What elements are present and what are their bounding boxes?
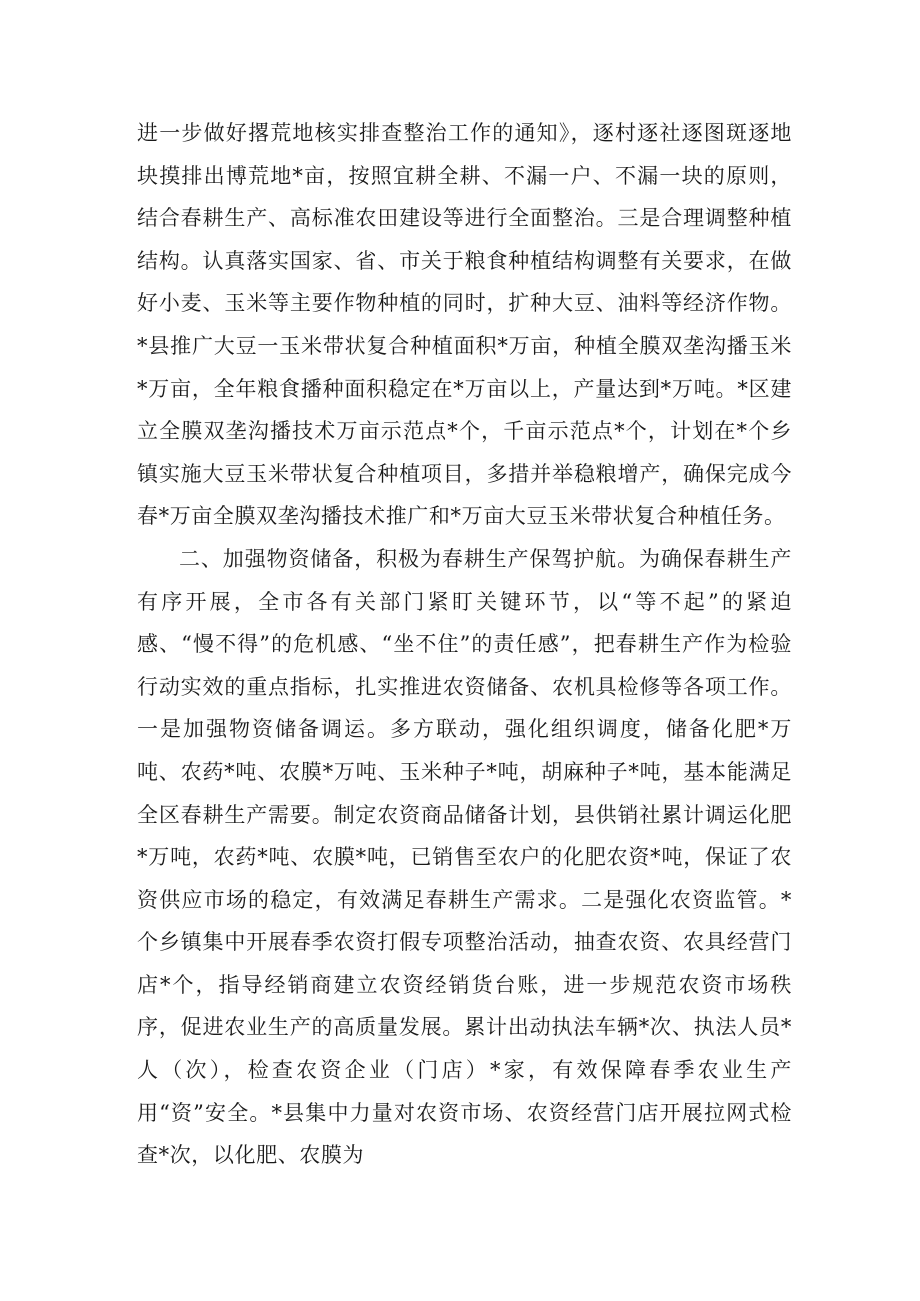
paragraph-section-two: 二、加强物资储备，积极为春耕生产保驾护航。为确保春耕生产有序开展，全市各有关部门紧盯关键环节，以“等不起”的紧迫感、“慢不得”的危机感、“坐不住”的责任感”，把春耕生产作为检验行动实效的重点指标，扎实推进农资储备、农机具检修等各项工作。一是加强物资储备调运。多方联动，强化组织调度，储备化肥*万吨、农药*吨、农膜*万吨、玉米种子*吨，胡麻种子*吨，基本能满足全区春耕生产需要。制定农资商品储备计划，县供销社累计调运化肥*万吨，农药*吨、农膜*吨，已销售至农户的化肥农资*吨，保证了农资供应市场的稳定，有效满足春耕生产需求。二是强化农资监管。*个乡镇集中开展春季农资打假专项整治活动，抽查农资、农具经营门店*个，指导经销商建立农资经销货台账，进一步规范农资市场秩序，促进农业生产的高质量发展。累计出动执法车辆*次、执法人员*人（次），检查农资企业（门店）*家，有效保障春季农业生产用“资”安全。*县集中力量对农资市场、农资经营门店开展拉网式检查*次，以化肥、农膜为 — [137, 546, 792, 1168]
document-body — [137, 112, 792, 1177]
paragraph-continuation: 进一步做好撂荒地核实排查整治工作的通知》，逐村逐社逐图斑逐地块摸排出博荒地*亩，按照宜耕全耕、不漏一户、不漏一块的原则，结合春耕生产、高标准农田建设等进行全面整治。三是合理调整种植结构。认真落实国家、省、市关于粮食种植结构调整有关要求，在做好小麦、玉米等主要作物种植的同时，扩种大豆、油料等经济作物。*县推广大豆一玉米带状复合种植面积*万亩，种植全膜双垄沟播玉米*万亩，全年粮食播种面积稳定在*万亩以上，产量达到*万吨。*区建立全膜双垄沟播技术万亩示范点*个，千亩示范点*个，计划在*个乡镇实施大豆玉米带状复合种植项目，多措并举稳粮增产，确保完成今春*万亩全膜双垄沟播技术推广和*万亩大豆玉米带状复合种植任务。 — [137, 121, 792, 529]
